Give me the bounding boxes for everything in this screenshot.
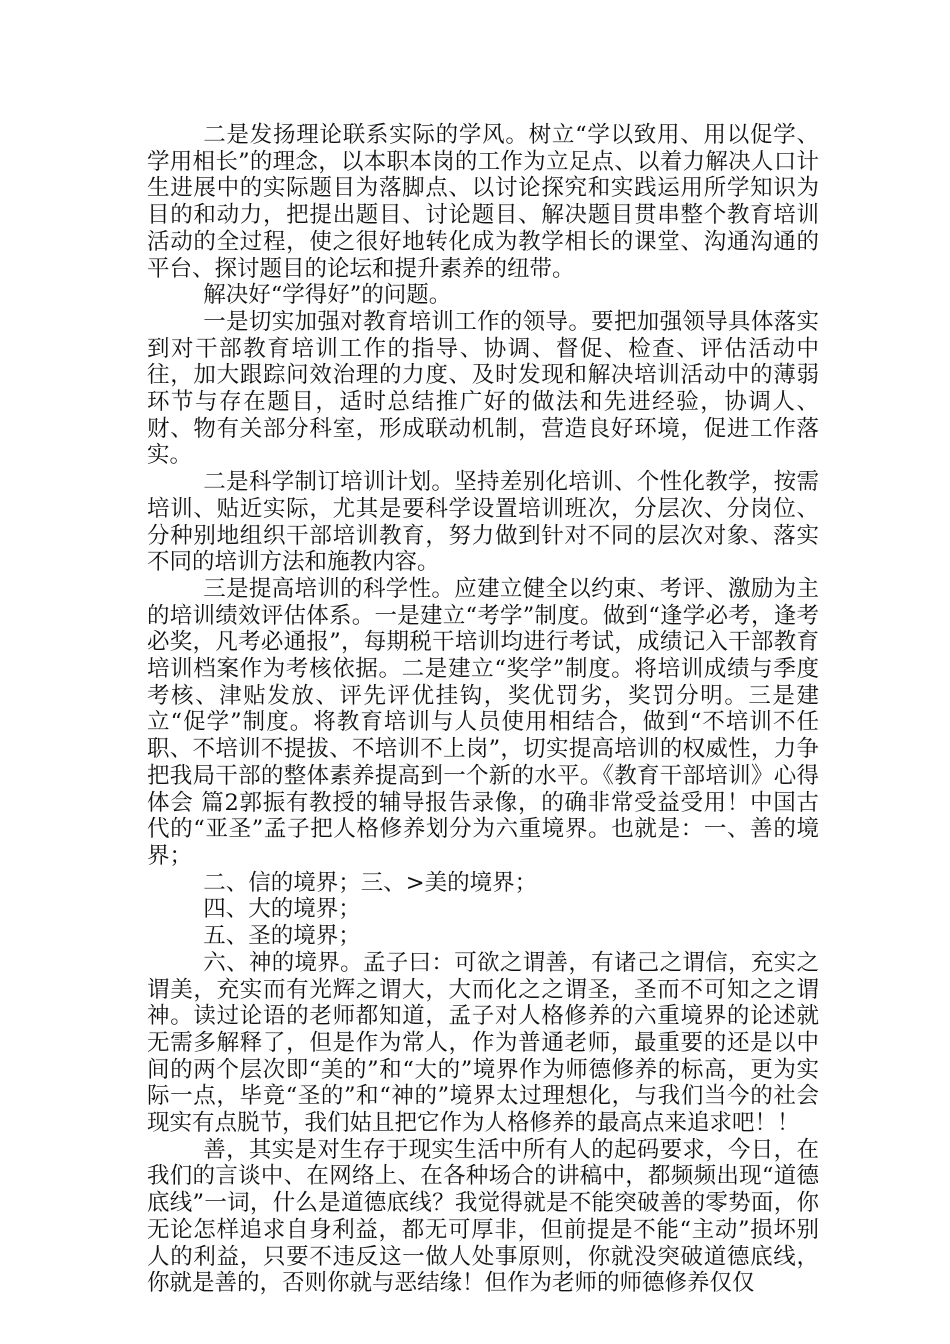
paragraph-realm-6: 六、神的境界。孟子曰：可欲之谓善，有诸己之谓信，充实之谓美，充实而有光辉之谓大，大而化之之谓圣，圣而不可知之之谓神。读过论语的老师都知道，孟子对人格修养的六重境界的论述就无需多解释了，但是作为常人，作为普通老师，最重要的还是以中间的两个层次即“美的”和“大的”境界作为师德修养的标高，更为实际一点，毕竟“圣的”和“神的”境界太过理想化，与我们当今的社会现实有点脱节，我们姑且把它作为人格修养的最高点来追求吧！！ <box>147 949 819 1137</box>
paragraph-realm-2-3: 二、信的境界；三、>美的境界； <box>203 869 538 896</box>
paragraph-goodness: 善，其实是对生存于现实生活中所有人的起码要求，今日，在我们的言谈中、在网络上、在各种场合的讲稿中，都频频出现“道德底线”一词，什么是道德底线？我觉得就是不能突破善的零势面，你无论怎样追求自身利益，都无可厚非，但前提是不能“主动”损坏别人的利益，只要不违反这一做人处事原则，你就没突破道德底线，你就是善的，否则你就与恶结缘！但作为老师的师德修养仅仅 <box>147 1136 819 1297</box>
paragraph-scientific-training: 三是提高培训的科学性。应建立健全以约束、考评、激励为主的培训绩效评估体系。一是建立“考学”制度。做到“逢学必考，逢考必奖，凡考必通报”，每期税干培训均进行考试，成绩记入干部教育培训档案作为考核依据。二是建立“奖学”制度。将培训成绩与季度考核、津贴发放、评先评优挂钩，奖优罚劣，奖罚分明。三是建立“促学”制度。将教育培训与人员使用相结合，做到“不培训不任职、不培训不提拔、不培训不上岗”，切实提高培训的权威性，力争把我局干部的整体素养提高到一个新的水平。《教育干部培训》心得体会 篇2郭振有教授的辅导报告录像，的确非常受益受用！中国古代的“亚圣”孟子把人格修养划分为六重境界。也就是：一、善的境界； <box>147 575 819 869</box>
document-body <box>147 122 819 1297</box>
paragraph-study-style: 二是发扬理论联系实际的学风。树立“学以致用、用以促学、学用相长”的理念，以本职本岗的工作为立足点、以着力解决人口计生进展中的实际题目为落脚点、以讨论探究和实践运用所学知识为目的和动力，把提出题目、讨论题目、解决题目贯串整个教育培训活动的全过程，使之很好地转化成为教学相长的课堂、沟通沟通的平台、探讨题目的论坛和提升素养的纽带。 <box>147 122 819 282</box>
paragraph-learn-well-heading: 解决好“学得好”的问题。 <box>203 282 452 309</box>
paragraph-training-plan: 二是科学制订培训计划。坚持差别化培训、个性化教学，按需培训、贴近实际，尤其是要科学设置培训班次，分层次、分岗位、分种别地组织干部培训教育，努力做到针对不同的层次对象、落实不同的培训方法和施教内容。 <box>147 469 819 576</box>
paragraph-leadership: 一是切实加强对教育培训工作的领导。要把加强领导具体落实到对干部教育培训工作的指导、协调、督促、检查、评估活动中往，加大跟踪问效治理的力度、及时发现和解决培训活动中的薄弱环节与存在题目，适时总结推广好的做法和先进经验，协调人、财、物有关部分科室，形成联动机制，营造良好环境，促进工作落实。 <box>147 308 819 469</box>
paragraph-realm-5: 五、圣的境界； <box>203 923 361 950</box>
paragraph-realm-4: 四、大的境界； <box>203 896 361 923</box>
